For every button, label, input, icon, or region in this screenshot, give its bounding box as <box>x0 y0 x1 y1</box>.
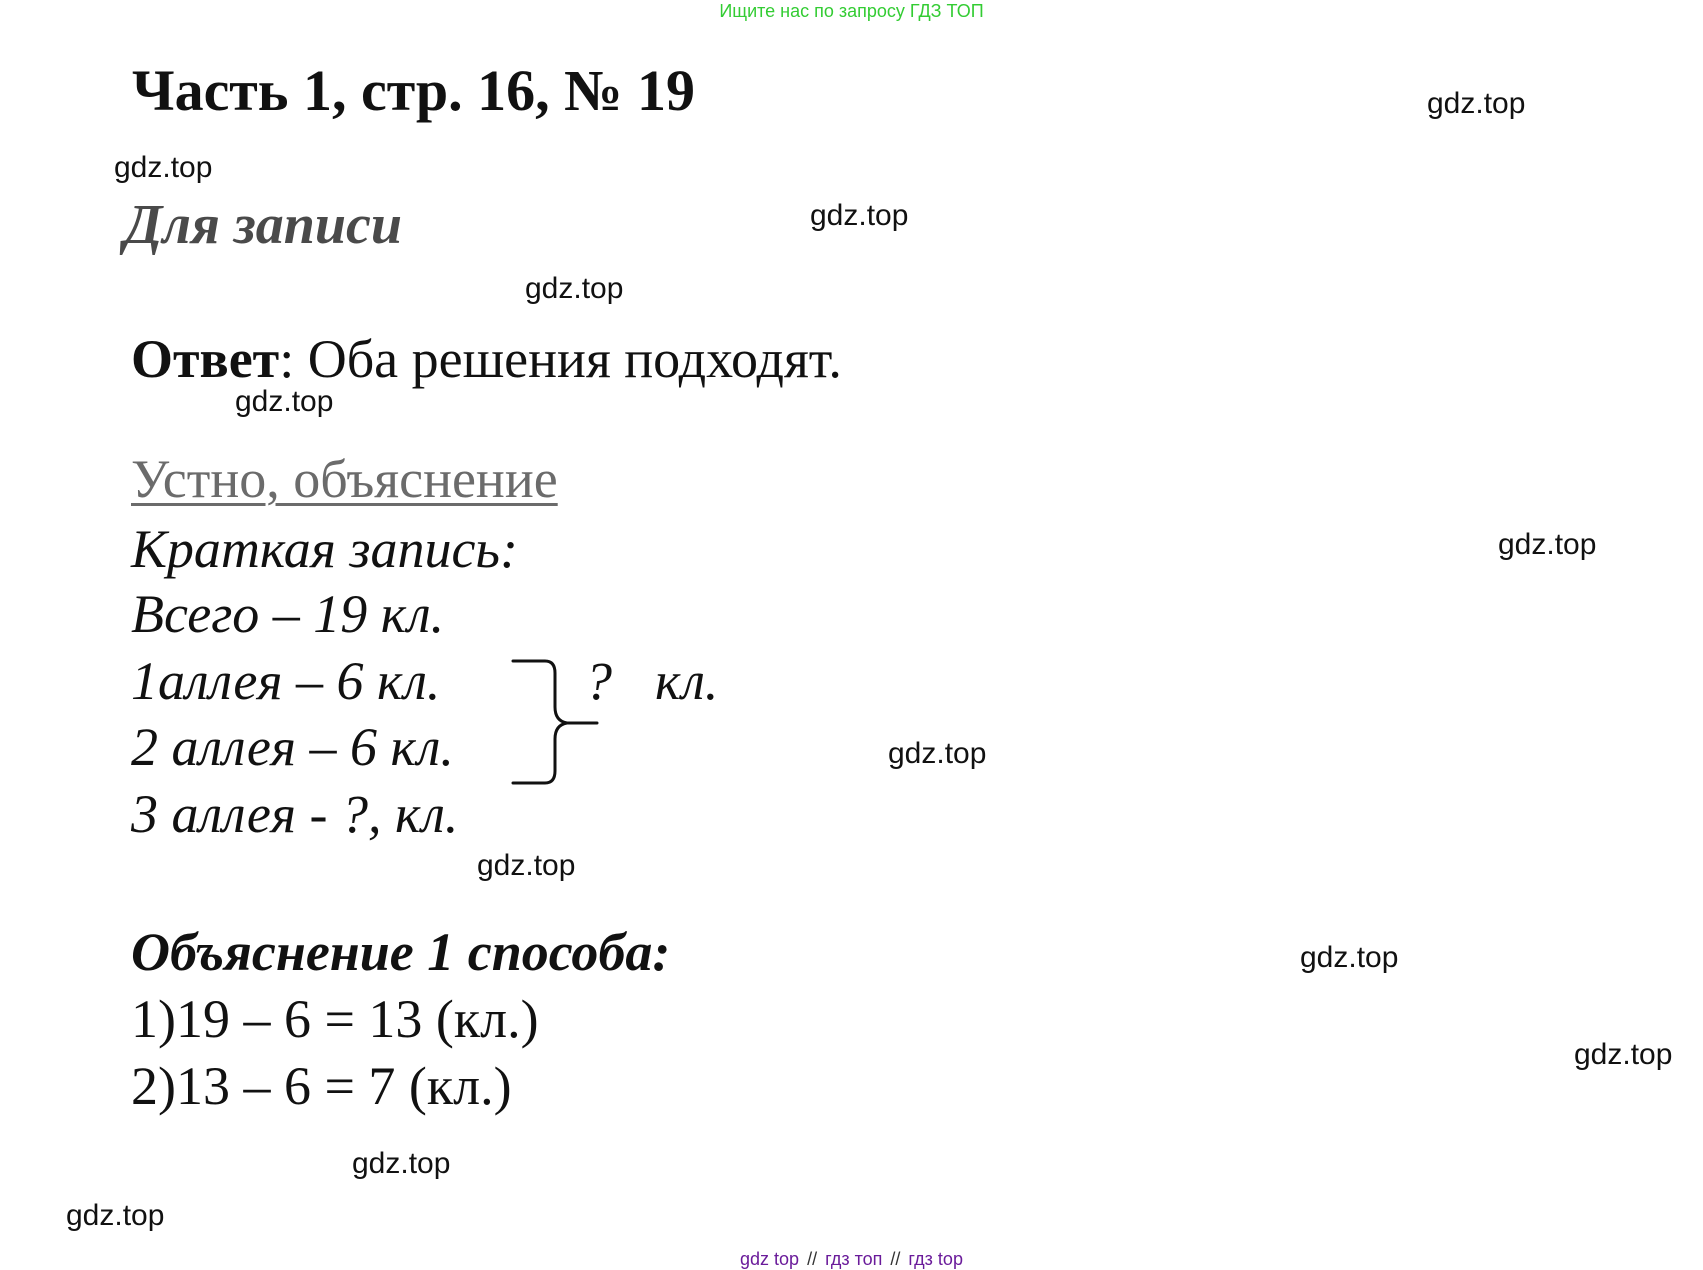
section-subtitle: Для записи <box>124 194 402 256</box>
watermark: gdz.top <box>235 385 334 418</box>
watermark: gdz.top <box>66 1199 165 1232</box>
footer-links <box>0 1248 1703 1270</box>
short-note-heading: Краткая запись: <box>131 519 518 579</box>
bracket-unit: кл. <box>655 651 719 711</box>
answer-label: Ответ <box>131 329 280 389</box>
watermark: gdz.top <box>114 151 213 184</box>
watermark: gdz.top <box>1498 528 1597 561</box>
watermark: gdz.top <box>477 849 576 882</box>
short-note-alley-3: 3 аллея - ?, кл. <box>131 784 459 844</box>
watermark: gdz.top <box>810 199 909 232</box>
method-1-step-1: 1)19 – 6 = 13 (кл.) <box>131 989 539 1049</box>
watermark: gdz.top <box>888 737 987 770</box>
short-note-alley-2: 2 аллея – 6 кл. <box>131 717 454 777</box>
short-note-alley-1: 1аллея – 6 кл. <box>131 651 441 711</box>
method-1-heading: Объяснение 1 способа: <box>131 922 671 982</box>
method-1-step-2: 2)13 – 6 = 7 (кл.) <box>131 1056 512 1116</box>
watermark: gdz.top <box>525 272 624 305</box>
footer-separator: // <box>807 1249 818 1269</box>
watermark: gdz.top <box>1574 1038 1673 1071</box>
watermark: gdz.top <box>1300 941 1399 974</box>
watermark: gdz.top <box>352 1147 451 1180</box>
answer-text: : Оба решения подходят. <box>279 329 842 389</box>
footer-link-3[interactable]: гдз top <box>908 1249 963 1269</box>
answer-line <box>131 325 842 393</box>
bracket-question-mark: ? <box>585 651 612 711</box>
short-note-total: Всего – 19 кл. <box>131 584 445 644</box>
search-hint-link[interactable]: Ищите нас по запросу ГДЗ ТОП <box>719 1 984 21</box>
footer-link-2[interactable]: гдз топ <box>825 1249 883 1269</box>
oral-explanation-heading: Устно, объяснение <box>131 449 558 509</box>
footer-link-1[interactable]: gdz top <box>740 1249 800 1269</box>
page-title: Часть 1, стр. 16, № 19 <box>132 58 695 123</box>
watermark: gdz.top <box>1427 87 1526 120</box>
footer-separator: // <box>890 1249 901 1269</box>
